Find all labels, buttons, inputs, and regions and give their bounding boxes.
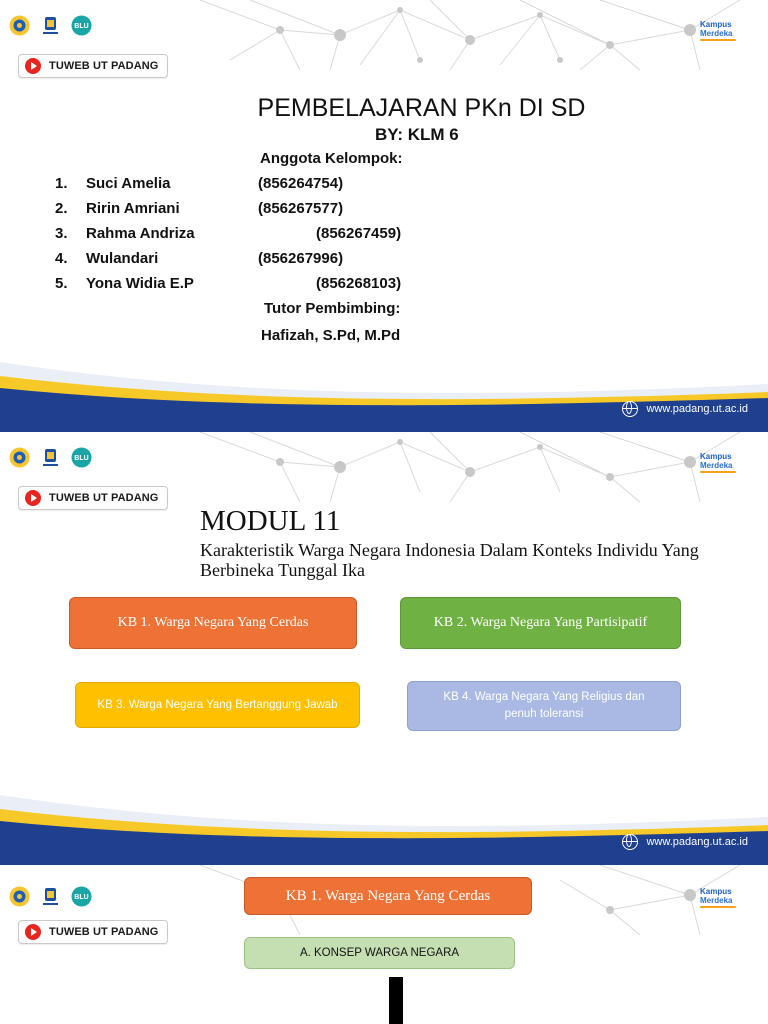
website-url: www.padang.ut.ac.id (646, 836, 748, 848)
kb2-box[interactable]: KB 2. Warga Negara Yang Partisipatif (400, 597, 681, 649)
footer-band (0, 795, 768, 865)
kemdikbud-logo-icon (8, 14, 31, 37)
member-row (55, 175, 755, 195)
section-heading: A. KONSEP WARGA NEGARA (244, 937, 515, 969)
merdeka-word: Merdeka (700, 896, 733, 905)
kb1-heading: KB 1. Warga Negara Yang Cerdas (244, 877, 532, 915)
globe-icon (622, 401, 638, 417)
member-name: Suci Amelia (86, 175, 171, 192)
member-name: Yona Widia E.P (86, 275, 194, 292)
member-number: 2. (55, 200, 68, 217)
kampus-underline (700, 471, 736, 473)
tuweb-label: TUWEB UT PADANG (49, 926, 159, 938)
tuweb-label: TUWEB UT PADANG (49, 492, 159, 504)
partner-logos (8, 14, 93, 37)
kb1-box[interactable]: KB 1. Warga Negara Yang Cerdas (69, 597, 357, 649)
kampus-word: Kampus (700, 20, 732, 29)
member-row (55, 200, 755, 220)
member-name: Wulandari (86, 250, 159, 267)
kb4-box[interactable]: KB 4. Warga Negara Yang Religius dan penuh toleransi (407, 681, 681, 731)
footer-band (0, 362, 768, 432)
modul-title: MODUL 11 (200, 505, 341, 537)
kampus-merdeka-logo (700, 20, 744, 41)
black-bar-decoration (389, 977, 403, 1024)
member-nim: (856267996) (258, 250, 344, 267)
member-name: Ririn Amriani (86, 200, 180, 217)
kampus-merdeka-logo (700, 887, 744, 908)
tuweb-badge (18, 486, 168, 510)
ut-logo-icon (39, 14, 62, 37)
tuweb-badge (18, 920, 168, 944)
member-row (55, 250, 755, 270)
kemdikbud-logo-icon (8, 446, 31, 469)
play-icon (25, 490, 41, 506)
tuweb-label: TUWEB UT PADANG (49, 60, 159, 72)
member-name: Rahma Andriza (86, 225, 195, 242)
kampus-word: Kampus (700, 452, 732, 461)
footer-wave (0, 362, 768, 432)
modul-subtitle: Karakteristik Warga Negara Indonesia Dalam Konteks Individu Yang Berbineka Tunggal Ika (200, 540, 699, 580)
partner-logos (8, 446, 93, 469)
merdeka-word: Merdeka (700, 461, 733, 470)
svg-text:BLU: BLU (74, 455, 89, 462)
kampus-merdeka-logo (700, 452, 744, 473)
play-icon (25, 924, 41, 940)
website-link[interactable] (622, 401, 748, 417)
member-nim: (856267459) (316, 225, 402, 242)
slide-title-text: PEMBELAJARAN PKn DI SD (257, 94, 586, 122)
tutor-heading: Tutor Pembimbing: (264, 300, 401, 317)
globe-icon (622, 834, 638, 850)
kampus-word: Kampus (700, 887, 732, 896)
group-label: BY: KLM 6 (375, 125, 459, 144)
member-number: 3. (55, 225, 68, 242)
svg-text:BLU: BLU (74, 894, 89, 901)
svg-text:BLU: BLU (74, 23, 89, 30)
slide-kb1 (0, 865, 768, 1024)
footer-wave (0, 795, 768, 865)
member-number: 5. (55, 275, 68, 292)
kb3-box[interactable]: KB 3. Warga Negara Yang Bertanggung Jawab (75, 682, 360, 728)
play-icon (25, 58, 41, 74)
kampus-underline (700, 39, 736, 41)
ut-logo-icon (39, 885, 62, 908)
blu-logo-icon (70, 14, 93, 37)
website-link[interactable] (622, 834, 748, 850)
members-heading: Anggota Kelompok: (260, 150, 403, 167)
member-row (55, 225, 755, 245)
tutor-name: Hafizah, S.Pd, M.Pd (261, 327, 401, 344)
member-number: 1. (55, 175, 68, 192)
blu-logo-icon (70, 446, 93, 469)
website-url: www.padang.ut.ac.id (646, 403, 748, 415)
member-nim: (856267577) (258, 200, 344, 217)
member-nim: (856264754) (258, 175, 344, 192)
member-nim: (856268103) (316, 275, 402, 292)
kemdikbud-logo-icon (8, 885, 31, 908)
slide-modul (0, 432, 768, 865)
member-number: 4. (55, 250, 68, 267)
merdeka-word: Merdeka (700, 29, 733, 38)
partner-logos (8, 885, 93, 908)
kampus-underline (700, 906, 736, 908)
ut-logo-icon (39, 446, 62, 469)
member-row (55, 275, 755, 295)
tuweb-badge (18, 54, 168, 78)
slide-title (0, 0, 768, 432)
blu-logo-icon (70, 885, 93, 908)
